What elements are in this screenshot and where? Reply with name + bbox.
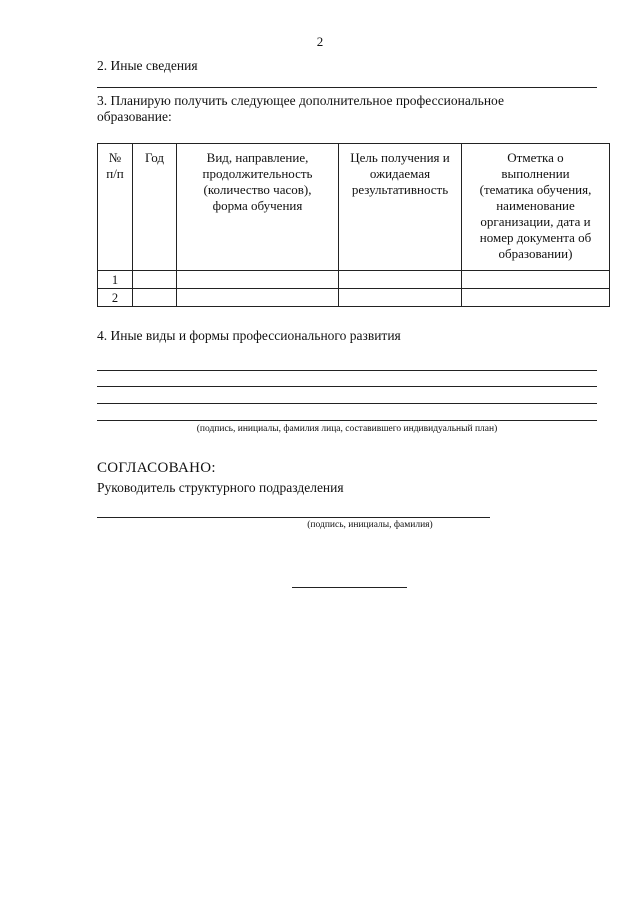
header-year: Год: [133, 144, 177, 271]
table-cell: [177, 289, 339, 307]
header-number: № п/п: [98, 144, 133, 271]
section-4-line: [97, 403, 597, 404]
header-type: Вид, направление, продолжительность (количество часов), форма обучения: [177, 144, 339, 271]
section-4-signature-line: [97, 420, 597, 421]
education-plan-table: [97, 143, 610, 307]
section-3-title-line2: образование:: [97, 109, 172, 124]
table-row: [98, 289, 610, 307]
approval-signature-line: [97, 517, 490, 518]
approval-heading: СОГЛАСОВАНО:: [97, 460, 216, 476]
table-cell: [462, 289, 610, 307]
table-cell: [339, 271, 462, 289]
table-cell: [462, 271, 610, 289]
table-cell: [177, 271, 339, 289]
table-cell: 2: [98, 289, 133, 307]
table-cell: 1: [98, 271, 133, 289]
end-of-document-line: [292, 587, 407, 588]
table-cell: [339, 289, 462, 307]
table-header-row: [98, 144, 610, 271]
header-completion: Отметка о выполнении (тематика обучения, наименование организации, дата и номер документа об образовании): [462, 144, 610, 271]
section-3-title-line1: 3. Планирую получить следующее дополнительное профессиональное: [97, 93, 504, 108]
table-row: [98, 271, 610, 289]
page-number: 2: [316, 34, 324, 49]
section-4-title: 4. Иные виды и формы профессионального развития: [97, 328, 401, 343]
section-4-line: [97, 386, 597, 387]
section-2-rule: [97, 87, 597, 88]
section-4-line: [97, 370, 597, 371]
approval-position: Руководитель структурного подразделения: [97, 480, 344, 495]
header-goal: Цель получения и ожидаемая результативность: [339, 144, 462, 271]
table-cell: [133, 271, 177, 289]
section-4-signature-caption: (подпись, инициалы, фамилия лица, составившего индивидуальный план): [196, 424, 498, 434]
approval-signature-caption: (подпись, инициалы, фамилия): [307, 520, 433, 530]
table-cell: [133, 289, 177, 307]
section-2-title: 2. Иные сведения: [97, 58, 198, 73]
